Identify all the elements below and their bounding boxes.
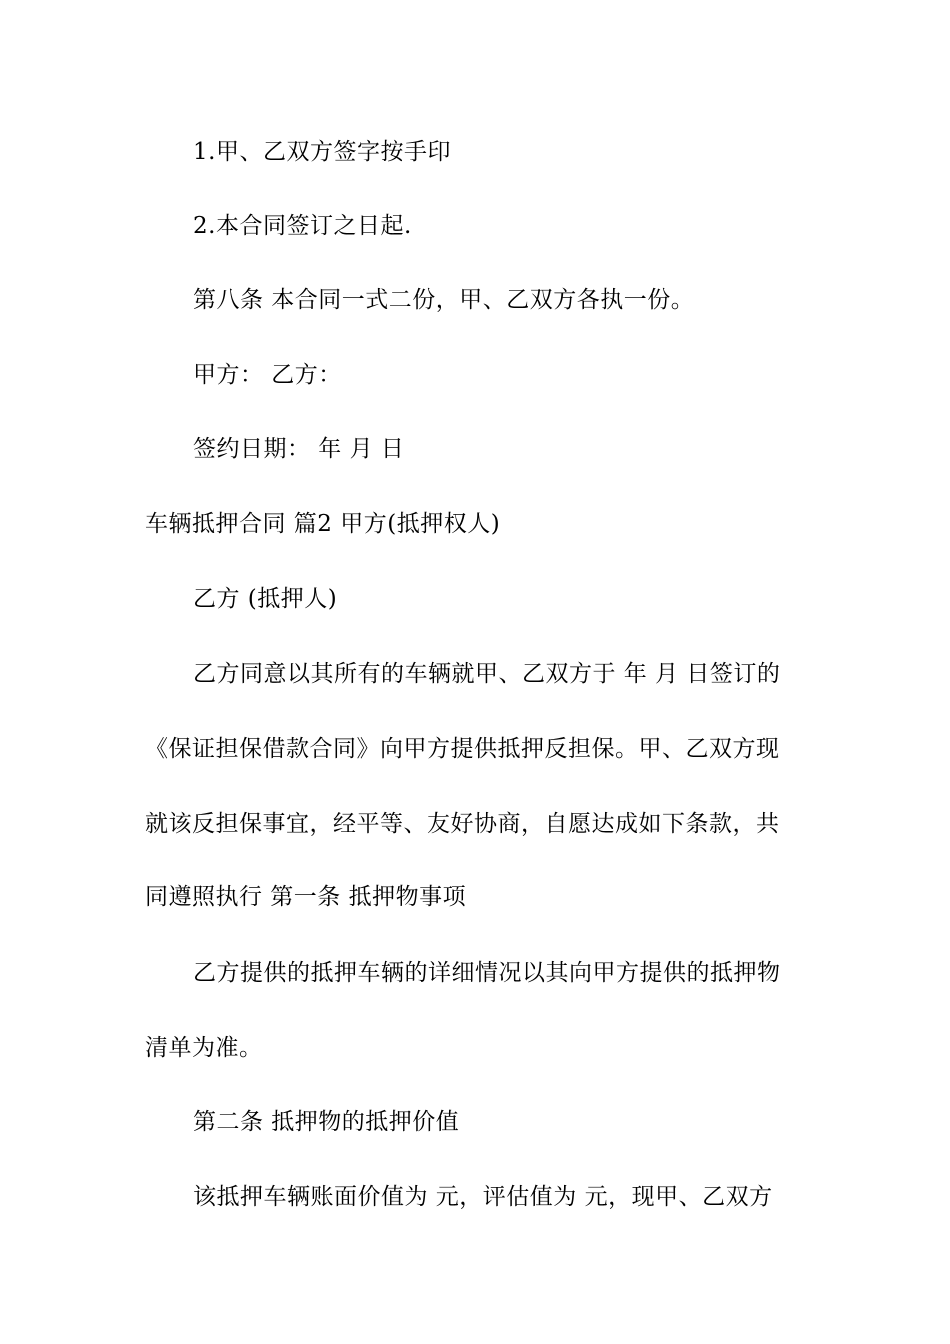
paragraph-line: 《保证担保借款合同》向甲方提供抵押反担保。甲、乙双方现 bbox=[145, 736, 780, 762]
paragraph-line: 同遵照执行 第一条 抵押物事项 bbox=[145, 884, 467, 910]
section-heading: 车辆抵押合同 篇2 甲方(抵押权人) bbox=[145, 511, 501, 537]
article-2-heading: 第二条 抵押物的抵押价值 bbox=[193, 1109, 460, 1135]
party-b: 乙方 (抵押人) bbox=[193, 586, 338, 612]
paragraph-line: 清单为准。 bbox=[145, 1035, 263, 1061]
paragraph-line: 乙方提供的抵押车辆的详细情况以其向甲方提供的抵押物 bbox=[193, 960, 781, 986]
signing-date: 签约日期： 年 月 日 bbox=[193, 436, 405, 462]
clause-item-1: 1.甲、乙双方签字按手印 bbox=[193, 139, 451, 165]
article-8: 第八条 本合同一式二份，甲、乙双方各执一份。 bbox=[193, 287, 695, 313]
signature-parties: 甲方： 乙方： bbox=[193, 362, 342, 388]
paragraph-line: 乙方同意以其所有的车辆就甲、乙双方于 年 月 日签订的 bbox=[193, 661, 781, 687]
paragraph-line: 该抵押车辆账面价值为 元，评估值为 元，现甲、乙双方 bbox=[193, 1184, 773, 1210]
clause-item-2: 2.本合同签订之日起. bbox=[193, 213, 412, 239]
paragraph-line: 就该反担保事宜，经平等、友好协商，自愿达成如下条款，共 bbox=[145, 811, 780, 837]
